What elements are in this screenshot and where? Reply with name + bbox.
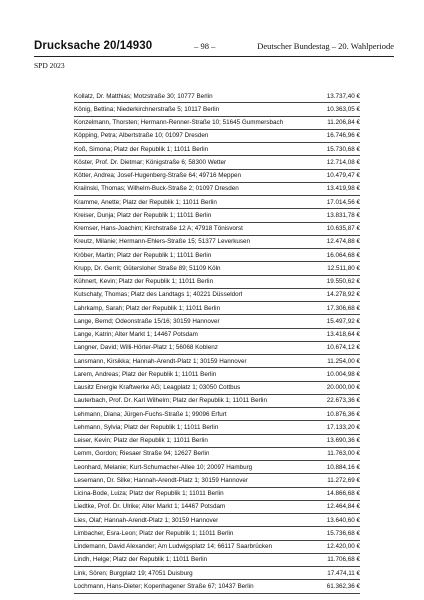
donor-name-address: Köpping, Petra; Albertstraße 10; 01097 Dresden bbox=[74, 132, 209, 140]
donor-name-address: Lindemann, David Alexander; Am Ludwigsplatz 14; 66117 Saarbrücken bbox=[74, 543, 273, 551]
donation-amount: 13.640,60 € bbox=[326, 516, 360, 524]
donor-name-address: Link, Sören; Burgplatz 19; 47051 Duisburg bbox=[74, 569, 193, 577]
donation-amount: 14.866,68 € bbox=[326, 490, 360, 498]
donation-amount: 11.254,00 € bbox=[327, 357, 360, 365]
donor-name-address: Krupp, Dr. Gerrit; Gütersloher Straße 89; 51109 Köln bbox=[74, 264, 221, 272]
page-number: – 98 – bbox=[194, 41, 216, 51]
donation-amount: 10.884,16 € bbox=[326, 463, 360, 471]
donor-name-address: Lesemann, Dr. Silke; Hannah-Arendt-Platz 1; 30159 Hannover bbox=[74, 476, 248, 484]
table-row bbox=[74, 501, 360, 514]
donation-amount: 10.479,47 € bbox=[326, 172, 360, 180]
table-row bbox=[74, 461, 360, 474]
donor-name-address: Lansmann, Kirsikka; Hannah-Arendt-Platz 1; 30159 Hannover bbox=[74, 357, 247, 365]
table-row bbox=[74, 315, 360, 328]
table-row bbox=[74, 395, 360, 408]
header-rule bbox=[34, 56, 394, 57]
donation-amount: 12.714,08 € bbox=[326, 158, 360, 166]
donation-amount: 10.363,05 € bbox=[326, 105, 360, 113]
donor-name-address: Kutschaty, Thomas; Platz des Landtags 1; 40221 Düsseldorf bbox=[74, 291, 243, 299]
donation-amount: 10.876,36 € bbox=[326, 410, 360, 418]
donor-name-address: Lemm, Gordon; Riesaer Straße 94; 12627 Berlin bbox=[74, 450, 210, 458]
donor-table bbox=[74, 90, 360, 594]
donor-name-address: Leiser, Kevin; Platz der Republik 1; 11011 Berlin bbox=[74, 437, 208, 445]
donation-amount: 61.362,36 € bbox=[326, 582, 360, 590]
table-row bbox=[74, 408, 360, 421]
table-row bbox=[74, 276, 360, 289]
bundestag-periode: Deutscher Bundestag – 20. Wahlperiode bbox=[257, 41, 394, 51]
table-row bbox=[74, 103, 360, 116]
donation-amount: 13.418,64 € bbox=[326, 331, 360, 339]
donation-amount: 12.420,00 € bbox=[326, 543, 360, 551]
donation-amount: 11.206,84 € bbox=[327, 119, 360, 127]
table-row bbox=[74, 435, 360, 448]
donation-amount: 11.706,68 € bbox=[327, 556, 360, 564]
donation-amount: 12.474,88 € bbox=[326, 238, 360, 246]
donation-amount: 15.736,68 € bbox=[326, 529, 360, 537]
donor-name-address: Krailnski, Thomas; Wilhelm-Buck-Straße 2; 01097 Dresden bbox=[74, 185, 239, 193]
table-row bbox=[74, 90, 360, 103]
document-id-number: 14930 bbox=[119, 40, 153, 52]
table-row bbox=[74, 249, 360, 262]
donor-name-address: Kröber, Martin; Platz der Republik 1; 11011 Berlin bbox=[74, 251, 212, 259]
donor-name-address: Liedtke, Prof. Dr. Ulrike; Alter Markt 1; 14467 Potsdam bbox=[74, 503, 226, 511]
donor-name-address: Lindh, Helge; Platz der Republik 1; 11011 Berlin bbox=[74, 556, 208, 564]
donor-name-address: Kötter, Andrea; Josef-Hugenberg-Straße 64; 49716 Meppen bbox=[74, 172, 241, 180]
table-row bbox=[74, 143, 360, 156]
donation-amount: 17.474,11 € bbox=[327, 569, 360, 577]
page-header bbox=[34, 40, 394, 54]
party-year-label: SPD 2023 bbox=[34, 61, 65, 70]
donor-name-address: Lehmann, Sylvia; Platz der Republik 1; 11011 Berlin bbox=[74, 423, 219, 431]
table-row bbox=[74, 183, 360, 196]
table-row bbox=[74, 223, 360, 236]
donation-amount: 10.674,12 € bbox=[326, 344, 360, 352]
table-row bbox=[74, 262, 360, 275]
donation-amount: 20.000,00 € bbox=[326, 384, 360, 392]
table-row bbox=[74, 448, 360, 461]
table-row bbox=[74, 514, 360, 527]
table-row bbox=[74, 196, 360, 209]
donor-name-address: Leonhard, Melanie; Kurt-Schumacher-Allee 10; 20097 Hamburg bbox=[74, 463, 253, 471]
donation-amount: 22.673,36 € bbox=[326, 397, 360, 405]
document-id bbox=[34, 40, 152, 52]
table-row bbox=[74, 580, 360, 593]
donor-name-address: Kühnert, Kevin; Platz der Republik 1; 11011 Berlin bbox=[74, 278, 214, 286]
table-row bbox=[74, 236, 360, 249]
donation-amount: 13.419,98 € bbox=[326, 185, 360, 193]
donor-name-address: Limbacher, Esra-Leon; Platz der Republik 1; 11011 Berlin bbox=[74, 529, 234, 537]
table-row bbox=[74, 554, 360, 567]
donation-amount: 13.737,40 € bbox=[326, 92, 360, 100]
table-row bbox=[74, 302, 360, 315]
donor-name-address: König, Bettina; Niederkirchnerstraße 5; 10117 Berlin bbox=[74, 105, 220, 113]
table-row bbox=[74, 117, 360, 130]
donor-name-address: Kollatz, Dr. Matthias; Motzstraße 30; 10777 Berlin bbox=[74, 92, 213, 100]
donation-amount: 13.831,78 € bbox=[326, 211, 360, 219]
donor-name-address: Licina-Bode, Luiza; Platz der Republik 1; 11011 Berlin bbox=[74, 490, 224, 498]
table-row bbox=[74, 527, 360, 540]
donation-amount: 15.730,68 € bbox=[326, 145, 360, 153]
donor-name-address: Kreutz, Milanie; Hermann-Ehlers-Straße 15; 51377 Leverkusen bbox=[74, 238, 251, 246]
donor-name-address: Lauterbach, Prof. Dr. Karl Wilhelm; Platz der Republik 1; 11011 Berlin bbox=[74, 397, 267, 405]
donor-name-address: Kreiser, Dunja; Platz der Republik 1; 11011 Berlin bbox=[74, 211, 212, 219]
table-row bbox=[74, 289, 360, 302]
donor-name-address: Konzelmann, Thorsten; Hermann-Renner-Straße 10; 51645 Gummersbach bbox=[74, 119, 284, 127]
donation-amount: 16.064,68 € bbox=[326, 251, 360, 259]
table-row bbox=[74, 474, 360, 487]
table-row bbox=[74, 329, 360, 342]
donor-name-address: Kramme, Anette; Platz der Republik 1; 11011 Berlin bbox=[74, 198, 217, 206]
table-row bbox=[74, 209, 360, 222]
document-id-prefix: Drucksache 20/ bbox=[34, 40, 120, 52]
table-row bbox=[74, 342, 360, 355]
donation-amount: 17.133,20 € bbox=[326, 423, 360, 431]
donation-amount: 12.511,80 € bbox=[327, 264, 360, 272]
donation-amount: 17.014,56 € bbox=[326, 198, 360, 206]
table-row bbox=[74, 421, 360, 434]
table-row bbox=[74, 355, 360, 368]
donor-name-address: Lehmann, Diana; Jürgen-Fuchs-Straße 1; 99096 Erfurt bbox=[74, 410, 227, 418]
donor-name-address: Koß, Simona; Platz der Republik 1; 11011 Berlin bbox=[74, 145, 209, 153]
donor-name-address: Lochmann, Hans-Dieter; Kopenhagener Straße 67; 10437 Berlin bbox=[74, 582, 254, 590]
donation-amount: 11.763,00 € bbox=[327, 450, 360, 458]
donor-name-address: Lange, Bernd; Odeonstraße 15/16; 30159 Hannover bbox=[74, 317, 220, 325]
donor-name-address: Lahrkamp, Sarah; Platz der Republik 1; 11011 Berlin bbox=[74, 304, 221, 312]
donation-amount: 16.746,96 € bbox=[326, 132, 360, 140]
table-row bbox=[74, 130, 360, 143]
donor-name-address: Lies, Olaf; Hannah-Arendt-Platz 1; 30159 Hannover bbox=[74, 516, 219, 524]
donation-amount: 17.306,68 € bbox=[326, 304, 360, 312]
donation-amount: 10.004,98 € bbox=[326, 370, 360, 378]
donation-amount: 11.272,69 € bbox=[327, 476, 360, 484]
donor-name-address: Köster, Prof. Dr. Dietmar; Königstraße 6; 58300 Wetter bbox=[74, 158, 227, 166]
donor-name-address: Langner, David; Willi-Hörter-Platz 1; 56068 Koblenz bbox=[74, 344, 218, 352]
donation-amount: 12.464,84 € bbox=[326, 503, 360, 511]
donation-amount: 10.635,87 € bbox=[326, 225, 360, 233]
donation-amount: 19.550,62 € bbox=[326, 278, 360, 286]
table-row bbox=[74, 368, 360, 381]
donor-name-address: Lausitz Energie Kraftwerke AG; Leagplatz 1; 03050 Cottbus bbox=[74, 384, 241, 392]
table-row bbox=[74, 567, 360, 580]
donation-amount: 14.278,92 € bbox=[326, 291, 360, 299]
table-row bbox=[74, 382, 360, 395]
donor-name-address: Kremser, Hans-Joachim; Kirchstraße 12 A; 47918 Tönisvorst bbox=[74, 225, 243, 233]
donation-amount: 13.690,36 € bbox=[326, 437, 360, 445]
donor-name-address: Larem, Andreas; Platz der Republik 1; 11011 Berlin bbox=[74, 370, 217, 378]
table-row bbox=[74, 156, 360, 169]
table-row bbox=[74, 170, 360, 183]
table-row bbox=[74, 541, 360, 554]
donation-amount: 15.497,92 € bbox=[326, 317, 360, 325]
donor-name-address: Lange, Katrin; Alter Markt 1; 14467 Potsdam bbox=[74, 331, 198, 339]
table-row bbox=[74, 488, 360, 501]
